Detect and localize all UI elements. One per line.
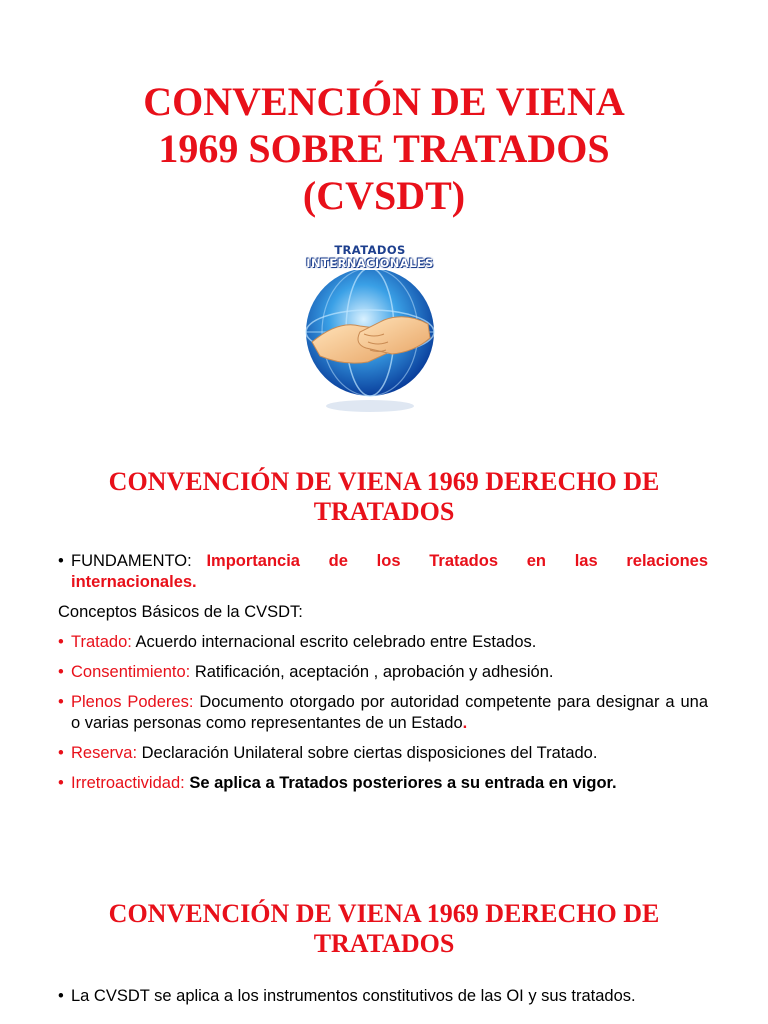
concept-item xyxy=(58,773,708,794)
tratados-internacionales-logo xyxy=(298,244,442,416)
logo-line-1: TRATADOS xyxy=(334,243,406,257)
concept-term: Tratado: xyxy=(71,633,132,651)
concept-def: Declaración Unilateral sobre ciertas disposiciones del Tratado. xyxy=(141,744,598,762)
fundamento-text: Importancia de los Tratados en las relaciones internacionales. xyxy=(71,552,708,591)
concept-def: Se aplica a Tratados posteriores a su entrada en vigor. xyxy=(189,774,617,792)
conceptos-title: Conceptos Básicos de la CVSDT: xyxy=(58,603,303,621)
slide-3-heading-line-1: CONVENCIÓN DE VIENA 1969 DERECHO DE xyxy=(108,899,660,928)
concept-term: Irretroactividad: xyxy=(71,774,185,792)
slide-3-item xyxy=(58,986,708,1007)
concept-def: Ratificación, aceptación , aprobación y adhesión. xyxy=(194,663,554,681)
slide-3-content xyxy=(58,986,708,1016)
concept-item xyxy=(58,662,708,683)
concept-term: Plenos Poderes: xyxy=(71,693,194,711)
fundamento-label: FUNDAMENTO: xyxy=(71,552,192,570)
slide-3-item-text: La CVSDT se aplica a los instrumentos constitutivos de las OI y sus tratados. xyxy=(71,987,636,1005)
title-line-1: CONVENCIÓN DE VIENA xyxy=(143,79,625,124)
logo-text xyxy=(298,244,442,270)
logo-line-2: INTERNACIONALES xyxy=(306,256,434,270)
slide-2-content xyxy=(58,551,708,803)
fundamento-item xyxy=(58,551,708,593)
concept-item xyxy=(58,692,708,734)
slide-2-heading-line-1: CONVENCIÓN DE VIENA 1969 DERECHO DE xyxy=(108,467,660,496)
concept-term: Consentimiento: xyxy=(71,663,191,681)
slide-2-heading xyxy=(40,467,728,527)
concept-item xyxy=(58,743,708,764)
slide-1-title xyxy=(40,78,728,219)
handshake-globe-icon xyxy=(298,270,442,416)
concept-suffix: . xyxy=(462,714,468,732)
slide-2-heading-line-2: TRATADOS xyxy=(313,497,455,526)
concept-item xyxy=(58,632,708,653)
slide-3-heading xyxy=(40,899,728,959)
concept-def: Documento otorgado por autoridad competente para designar a una o varias personas como representantes de un Estado xyxy=(71,693,709,732)
concept-term: Reserva: xyxy=(71,744,138,762)
slide-3-heading-line-2: TRATADOS xyxy=(313,929,455,958)
title-line-3: (CVSDT) xyxy=(302,173,466,218)
title-line-2: 1969 SOBRE TRATADOS xyxy=(158,126,610,171)
concept-def: Acuerdo internacional escrito celebrado entre Estados. xyxy=(135,633,537,651)
